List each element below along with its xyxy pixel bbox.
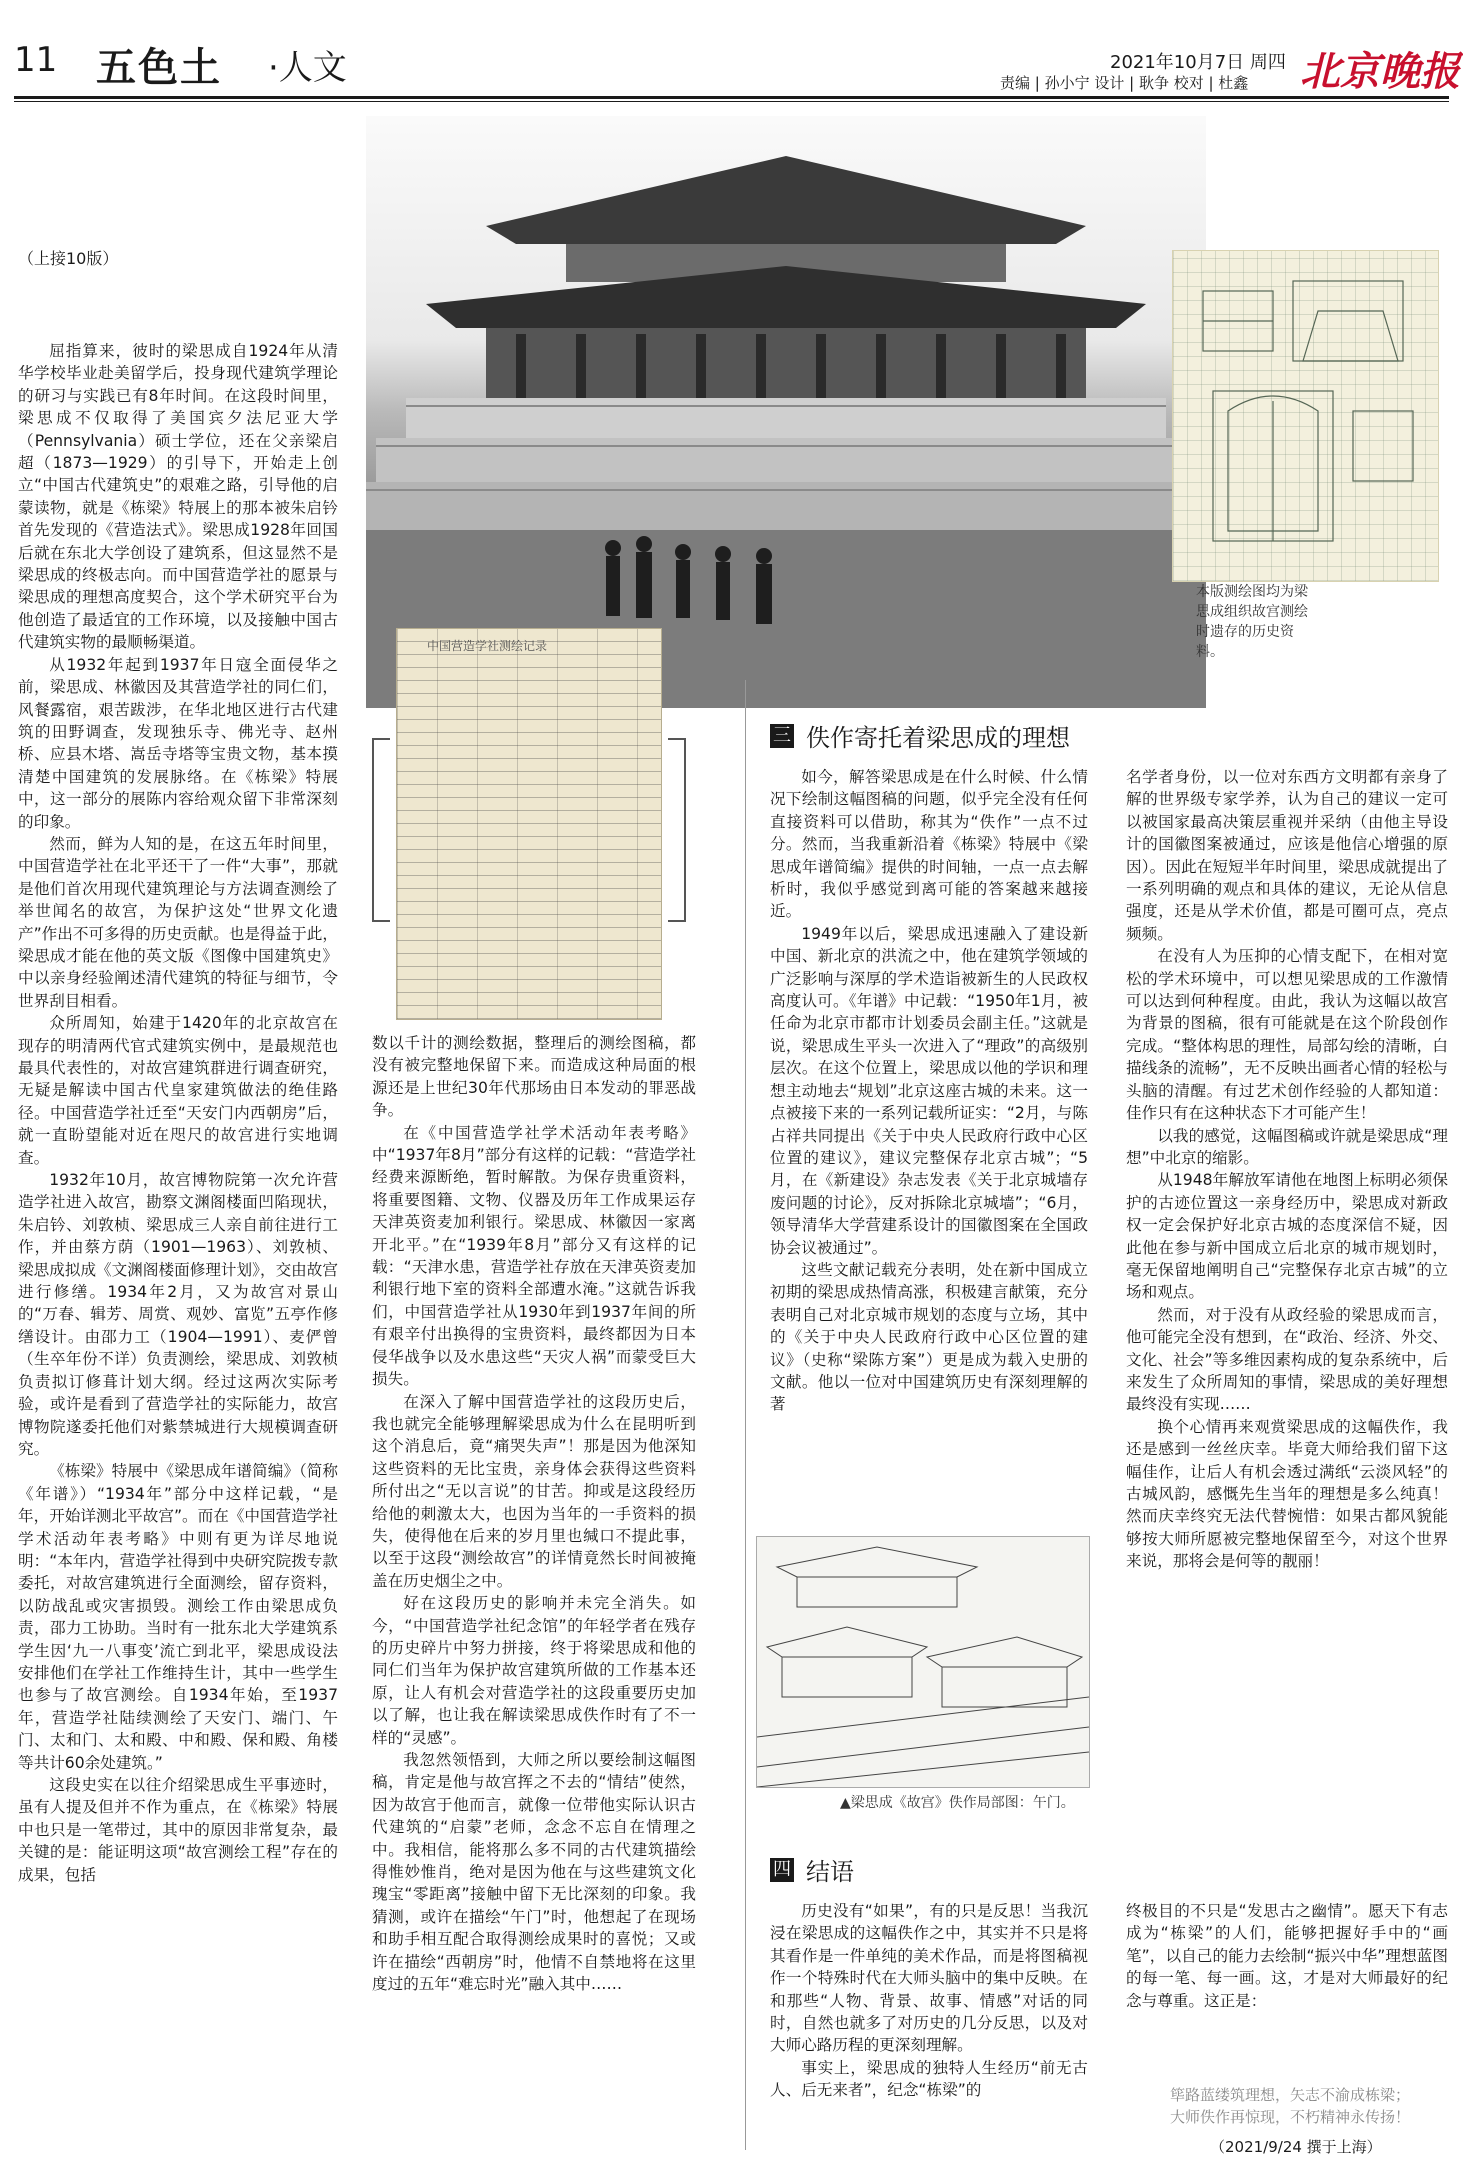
wumen-line-drawing xyxy=(757,1537,1089,1787)
drawing-caption: ▲梁思成《故宫》佚作局部图：午门。 xyxy=(840,1795,1075,1811)
paragraph: 以我的感觉，这幅图稿或许就是梁思成“理想”中北京的缩影。 xyxy=(1126,1126,1448,1167)
paragraph: 如今，解答梁思成是在什么时候、什么情况下绘制这幅图稿的问题，似乎完全没有任何直接资料可以借助，称其为“佚作”一点不过分。然而，当我重新沿着《栋梁》特展中《梁思成年谱简编》提供的时间轴，一点一点去解析时，我似乎感觉到离可能的答案越来越接近。 xyxy=(770,768,1088,921)
section-number-badge: 四 xyxy=(770,1858,794,1882)
section-title: 佚作寄托着梁思成的理想 xyxy=(806,724,1070,752)
article-column-4 xyxy=(1126,766,1448,1573)
paragraph: 我忽然领悟到，大师之所以要绘制这幅图稿，肯定是他与故宫挥之不去的“情结”使然，因为故宫于他而言，就像一位带他实际认识古代建筑的“启蒙”老师，念念不忘自在情理之中。我相信，能将那么多不同的古代建筑描绘得惟妙惟肖，绝对是因为他在与这些建筑文化瑰宝“零距离”接触中留下无比深刻的印象。我猜测，或许在描绘“午门”时，他想起了在现场和助手相互配合取得测绘成果时的喜悦；又或许在描绘“西朝房”时，他情不自禁地将在这里度过的五年“难忘时光”融入其中…… xyxy=(372,1751,696,1994)
paragraph: 然而，对于没有从政经验的梁思成而言，他可能完全没有想到，在“政治、经济、外交、文化、社会”等多维因素构成的复杂系统中，后来发生了众所周知的事情，梁思成的美好理想最终没有实现…… xyxy=(1126,1305,1448,1414)
column-divider xyxy=(745,680,746,2150)
record-sheet-title: 中国营造学社测绘记录 xyxy=(427,639,548,653)
paragraph: 数以千计的测绘数据，整理后的测绘图稿，都没有被完整地保留下来。而造成这种局面的根源还是上世纪30年代那场由日本发动的罪恶战争。 xyxy=(372,1034,696,1120)
paragraph: 然而，鲜为人知的是，在这五年时间里，中国营造学社在北平还干了一件“大事”，那就是他们首次用现代建筑理论与方法调查测绘了举世闻名的故宫，为保护这处“世界文化遗产”作出不可多得的历史贡献。也是得益于此，梁思成才能在他的英文版《图像中国建筑史》中以亲身经验阐述清代建筑的特征与细节，令世界刮目相看。 xyxy=(18,834,338,1010)
paragraph: 这些文献记载充分表明，处在新中国成立初期的梁思成热情高涨，积极建言献策，充分表明自己对北京城市规划的态度与立场，其中的《关于中央人民政府行政中心区位置的建议》（史称“梁陈方案”）更是成为载入史册的文献。他以一位对中国建筑历史有深刻理解的著 xyxy=(770,1260,1088,1414)
paragraph: 《栋梁》特展中《梁思成年谱简编》（简称《年谱》）“1934年”部分中这样记载，“是年，开始详测北平故宫”。而在《中国营造学社学术活动年表考略》中则有更为详尽地说明：“本年内，营造学社得到中央研究院拨专款委托，对故宫建筑进行全面测绘，留存资料，以防战乱或灾害损毁。测绘工作由梁思成负责，邵力工协助。当时有一批东北大学建筑系学生因‘九一八事变’流亡到北平，梁思成设法安排他们在学社工作维持生计，其中一些学生也参与了故宫测绘。自1934年始，至1937年，营造学社陆续测绘了天安门、端门、午门、太和门、太和殿、中和殿、保和殿、角楼等共计60余处建筑。” xyxy=(18,1462,338,1772)
paragraph: 从1948年解放军请他在地图上标明必须保护的古迹位置这一亲身经历中，梁思成对新政权一定会保护好北京古城的态度深信不疑，因此他在参与新中国成立后北京的城市规划时，毫无保留地阐明自己“完整保存北京古城”的立场和观点。 xyxy=(1126,1171,1448,1302)
article-column-3 xyxy=(770,766,1088,1416)
closing-poem xyxy=(1130,2084,1450,2128)
survey-record-sheet xyxy=(396,628,662,1020)
paragraph: 名学者身份，以一位对东西方文明都有亲身了解的世界级专家学养，认为自己的建议一定可以被国家最高决策层重视并采纳（由他主导设计的国徽图案被通过，应该是他信心增强的原因）。因此在短短半年时间里，梁思成就提出了一系列明确的观点和具体的建议，无论从信息强度，还是从学术价值，都是可圈可点，亮点频频。 xyxy=(1126,768,1448,943)
section-4-heading xyxy=(770,1852,854,1887)
section-title: 结语 xyxy=(806,1858,854,1886)
newspaper-logo: 北京晚报 xyxy=(1300,48,1460,95)
header-rule-thin xyxy=(14,101,1449,102)
paragraph: 在没有人为压抑的心情支配下，在相对宽松的学术环境中，可以想见梁思成的工作激情可以达到何种程度。由此，我认为这幅以故宫为背景的图稿，很有可能就是在这个阶段创作完成。“整体构思的理性，局部勾绘的清晰，白描线条的流畅”，无不反映出画者心情的轻松与头脑的清醒。有过艺术创作经验的人都知道：佳作只有在这种状态下才可能产生！ xyxy=(1126,947,1448,1123)
editor-credits: 责编 | 孙小宁 设计 | 耿争 校对 | 杜鑫 xyxy=(1000,74,1249,92)
survey-plan-image xyxy=(1172,250,1439,582)
paragraph: 众所周知，始建于1420年的北京故宫在现存的明清两代官式建筑实例中，是最规范也最具代表性的，对故宫建筑群进行调查研究，无疑是解读中国古代皇家建筑做法的绝佳路径。中国营造学社迁至“天安门内西朝房”后，就一直盼望能对近在咫尺的故宫进行实地调查。 xyxy=(18,1014,338,1167)
paragraph: 屈指算来，彼时的梁思成自1924年从清华学校毕业赴美留学后，投身现代建筑学理论的研习与实践已有8年时间。在这段时间里，梁思成不仅取得了美国宾夕法尼亚大学（Pennsylvania）硕士学位，还在父亲梁启超（1873—1929）的引导下，开始走上创立“中国古代建筑史”的艰难之路，引导他的启蒙读物，就是《栋梁》特展上的那本被朱启钤首先发现的《营造法式》。梁思成1928年回国后就在东北大学创设了建筑系，但这显然不是梁思成的终极志向。而中国营造学社的愿景与梁思成的理想高度契合，这个学术研究平台为他创造了最适宜的工作环境，以及接触中国古代建筑实物的最顺畅渠道。 xyxy=(18,342,338,652)
section-number-badge: 三 xyxy=(770,724,794,748)
paragraph: 1932年10月，故宫博物院第一次允许营造学社进入故宫，勘察文渊阁楼面凹陷现状，朱启钤、刘敦桢、梁思成三人亲自前往进行工作，并由蔡方荫（1901—1963）、刘敦桢、梁思成拟成《文渊阁楼面修理计划》，交由故宫进行修缮。1934年2月，又为故宫对景山的“万春、辑芳、周赏、观妙、富览”五亭作修缮设计。由邵力工（1904—1991）、麦俨曾（生卒年份不详）负责测绘，梁思成、刘敦桢负责拟订修葺计划大纲。经过这两次实际考验，或许是看到了营造学社的实际能力，故宫博物院遂委托他们对紫禁城进行大规模调查研究。 xyxy=(18,1171,338,1458)
article-column-6 xyxy=(1126,1900,1448,2012)
continued-from: （上接10版） xyxy=(18,249,119,268)
header-rule xyxy=(14,96,1449,99)
article-column-2 xyxy=(372,1032,696,1995)
section-3-heading xyxy=(770,718,1070,753)
issue-date: 2021年10月7日 周四 xyxy=(1110,52,1286,73)
plan-caption: 本版测绘图均为梁思成组织故宫测绘时遗存的历史资料。 xyxy=(1196,584,1308,660)
decorative-bracket-right xyxy=(668,738,686,922)
survey-drawing-lines xyxy=(1173,251,1438,581)
poem-line: 大师佚作再惊现，不朽精神永传扬！ xyxy=(1169,2108,1410,2126)
paragraph: 在深入了解中国营造学社的这段历史后，我也就完全能够理解梁思成为什么在昆明听到这个消息后，竟“痛哭失声”！那是因为他深知这些资料的无比宝贵，亲身体会获得这些资料所付出之“无以言说”的甘苦。抑或是这段经历给他的刺激太大，也因为当年的一手资料的损失，使得他在后来的岁月里也缄口不提此事，以至于这段“测绘故宫”的详情竟然长时间被掩盖在历史烟尘之中。 xyxy=(372,1392,696,1590)
poem-line: 筚路蓝缕筑理想，矢志不渝成栋梁； xyxy=(1169,2086,1410,2104)
paragraph: 历史没有“如果”，有的只是反思！当我沉浸在梁思成的这幅佚作之中，其实并不只是将其看作是一件单纯的美术作品，而是将图稿视作一个特殊时代在大师头脑中的集中反映。在和那些“人物、背景、故事、情感”对话的同时，自然也就多了对历史的几分反思，以及对大师心路历程的更深刻理解。 xyxy=(770,1902,1088,2055)
column-brand: 五色土 xyxy=(96,44,222,91)
paragraph: 这段史实在以往介绍梁思成生平事迹时，虽有人提及但并不作为重点，在《栋梁》特展中也只是一笔带过，其中的原因非常复杂，最关键的是：能证明这项“故宫测绘工程”存在的成果，包括 xyxy=(18,1776,338,1884)
paragraph: 终极目的不只是“发思古之幽情”。愿天下有志成为“栋梁”的人们，能够把握好手中的“画笔”，以自己的能力去绘制“振兴中华”理想蓝图的每一笔、每一画。这，才是对大师最好的纪念与尊重。这正是： xyxy=(1126,1902,1448,2010)
palace-illustration xyxy=(366,116,1206,708)
article-column-1 xyxy=(18,340,338,1886)
paragraph: 在《中国营造学社学术活动年表考略》中“1937年8月”部分有这样的记载：“营造学社经费来源断绝，暂时解散。为保存贵重资料，将重要图籍、文物、仪器及历年工作成果运存天津英资麦加利银行。梁思成、林徽因一家离开北平。”在“1939年8月”部分又有这样的记载：“天津水患，营造学社存放在天津英资麦加利银行地下室的资料全部遭水淹。”这就告诉我们，中国营造学社从1930年到1937年间的所有艰辛付出换得的宝贵资料，最终都因为日本侵华战争以及水患这些“天灾人祸”而蒙受巨大损失。 xyxy=(372,1123,696,1389)
decorative-bracket-left xyxy=(372,738,390,922)
article-column-5 xyxy=(770,1900,1088,2102)
paragraph: 从1932年起到1937年日寇全面侵华之前，梁思成、林徽因及其营造学社的同仁们，风餐露宿，艰苦跋涉，在华北地区进行古代建筑的田野调查，发现独乐寺、佛光寺、赵州桥、应县木塔、嵩岳寺塔等宝贵文物，基本摸清楚中国建筑的发展脉络。在《栋梁》特展中，这一部分的展陈内容给观众留下非常深刻的印象。 xyxy=(18,655,338,831)
page-number: 11 xyxy=(14,40,58,80)
writing-date: （2021/9/24 撰于上海） xyxy=(1210,2138,1382,2156)
palace-photo xyxy=(366,116,1206,708)
wumen-drawing xyxy=(756,1536,1090,1788)
paragraph: 好在这段历史的影响并未完全消失。如今，“中国营造学社纪念馆”的年轻学者在残存的历史碎片中努力拼接，终于将梁思成和他的同仁们当年为保护故宫建筑所做的工作基本还原，让人有机会对营造学社的这段重要历史加以了解，也让我在解读梁思成佚作时有了不一样的“灵感”。 xyxy=(372,1594,696,1747)
section-name: ·人文 xyxy=(268,48,347,88)
paragraph: 换个心情再来观赏梁思成的这幅佚作，我还是感到一丝丝庆幸。毕竟大师给我们留下这幅佳作，让后人有机会透过满纸“云淡风轻”的古城风韵，感慨先生当年的理想是多么纯真！然而庆幸终究无法代替惋惜：如果古都风貌能够按大师所愿被完整地保留至今，对这个世界来说，那将会是何等的靓丽！ xyxy=(1126,1417,1448,1571)
paragraph: 1949年以后，梁思成迅速融入了建设新中国、新北京的洪流之中，他在建筑学领域的广泛影响与深厚的学术造诣被新生的人民政权高度认可。《年谱》中记载：“1950年1月，被任命为北京市都市计划委员会副主任。”这就是说，梁思成生平头一次进入了“理政”的高级别层次。在这个位置上，梁思成以他的学识和理想主动地去“规划”北京这座古城的未来。这一点被接下来的一系列记载所证实：“2月，与陈占祥共同提出《关于中央人民政府行政中心区位置的建议》，建议完整保存北京古城”；“5月，在《新建设》杂志发表《关于北京城墙存废问题的讨论》，反对拆除北京城墙”；“6月，领导清华大学营建系设计的国徽图案在全国政协会议被通过”。 xyxy=(770,924,1088,1257)
paragraph: 事实上，梁思成的独特人生经历“前无古人、后无来者”，纪念“栋梁”的 xyxy=(770,2058,1088,2100)
